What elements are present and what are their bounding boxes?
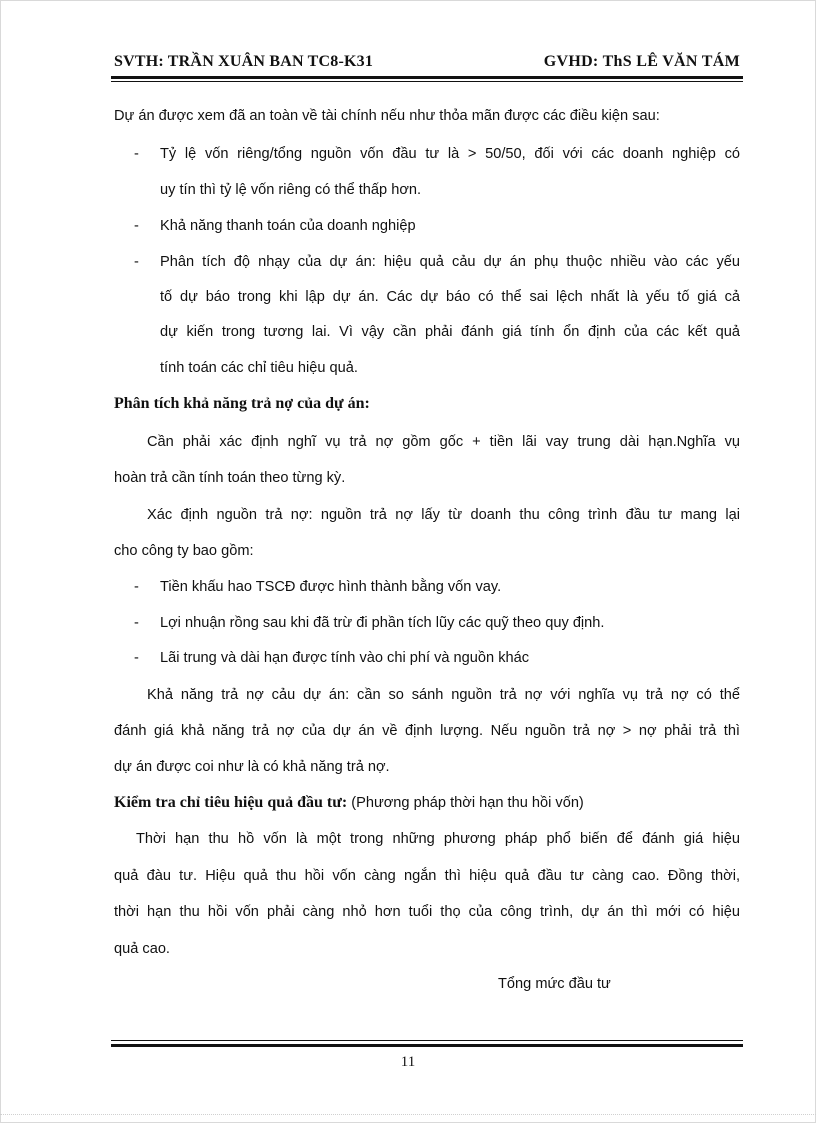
bullet2-line1: Khả năng thanh toán của doanh nghiệp <box>160 218 416 234</box>
bullet2-item2: Lợi nhuận rồng sau khi đã trừ đi phần tích lũy các quỹ theo quy định. <box>160 615 605 631</box>
dash-marker: - <box>134 650 139 666</box>
dash-marker: - <box>134 254 139 270</box>
formula-numerator: Tổng mức đầu tư <box>498 976 611 992</box>
para4-line2: quả đàu tư. Hiệu quả thu hồi vốn càng ngắn thì hiệu quả đầu tư càng cao. Đồng thời, <box>114 868 740 884</box>
para1-line2: hoàn trả cần tính toán theo từng kỳ. <box>114 470 346 486</box>
para3-line2: đánh giá khả năng trả nợ của dự án về định lượng. Nếu nguồn trả nợ > nợ phải trả thì <box>114 723 740 739</box>
para1-line1: Cần phải xác định nghĩ vụ trả nợ gồm gốc + tiền lãi vay trung dài hạn.Nghĩa vụ <box>147 434 740 450</box>
bullet3-line2: tố dự báo trong khi lập dự án. Các dự báo có thể sai lệch nhất là yếu tố giá cả <box>160 289 740 305</box>
dash-marker: - <box>134 615 139 631</box>
dash-marker: - <box>134 218 139 234</box>
para2-line1: Xác định nguồn trả nợ: nguồn trả nợ lấy từ doanh thu công trình đầu tư mang lại <box>147 507 740 523</box>
footer-rule-thick <box>111 1044 743 1047</box>
dash-marker: - <box>134 579 139 595</box>
section-heading-debt: Phân tích khả năng trả nợ của dự án: <box>114 395 370 412</box>
heading-investment-method: (Phương pháp thời hạn thu hồi vốn) <box>351 795 584 811</box>
para3-line3: dự án được coi như là có khả năng trả nợ. <box>114 759 390 775</box>
section-heading-investment <box>114 793 584 813</box>
page-number: 11 <box>400 1054 416 1070</box>
dash-marker: - <box>134 146 139 162</box>
page-edge-dotted <box>0 1114 816 1115</box>
bullet2-item3: Lãi trung và dài hạn được tính vào chi phí và nguồn khác <box>160 650 530 666</box>
bullet3-line4: tính toán các chỉ tiêu hiệu quả. <box>160 360 358 376</box>
bullet2-item1: Tiền khấu hao TSCĐ được hình thành bằng vốn vay. <box>160 579 502 595</box>
header-student: SVTH: TRẦN XUÂN BAN TC8-K31 <box>114 53 374 70</box>
page-header <box>114 51 740 75</box>
header-rule-thin <box>111 81 743 82</box>
heading-investment-bold: Kiểm tra chỉ tiêu hiệu quả đầu tư: <box>114 794 348 811</box>
bullet1-line1: Tỷ lệ vốn riêng/tổng nguồn vốn đầu tư là > 50/50, đối với các doanh nghiệp có <box>160 146 740 162</box>
para4-line1: Thời hạn thu hồ vốn là một trong những phương pháp phổ biến để đánh giá hiệu <box>136 831 740 847</box>
intro-text: Dự án được xem đã an toàn về tài chính nếu như thỏa mãn được các điều kiện sau: <box>114 108 660 124</box>
header-rule-thick <box>111 76 743 79</box>
para3-line1: Khả năng trả nợ cảu dự án: cần so sánh nguồn trả nợ với nghĩa vụ trả nợ có thể <box>147 687 740 703</box>
header-advisor: GVHD: ThS LÊ VĂN TÁM <box>543 53 740 70</box>
bullet3-line1: Phân tích độ nhạy của dự án: hiệu quả cảu dự án phụ thuộc nhiều vào các yếu <box>160 254 740 270</box>
bullet3-line3: dự kiến trong tương lai. Vì vậy cần phải đánh giá tính ổn định của các kết quả <box>160 324 740 340</box>
bullet1-line2: uy tín thì tỷ lệ vốn riêng có thể thấp hơn. <box>160 182 422 198</box>
para4-line3: thời hạn thu hồi vốn phải càng nhỏ hơn tuổi thọ của công trình, dự án thì mới có hiệu <box>114 904 740 920</box>
footer-rule-thin <box>111 1040 743 1041</box>
para2-line2: cho công ty bao gồm: <box>114 543 254 559</box>
para4-line4: quả cao. <box>114 941 170 957</box>
